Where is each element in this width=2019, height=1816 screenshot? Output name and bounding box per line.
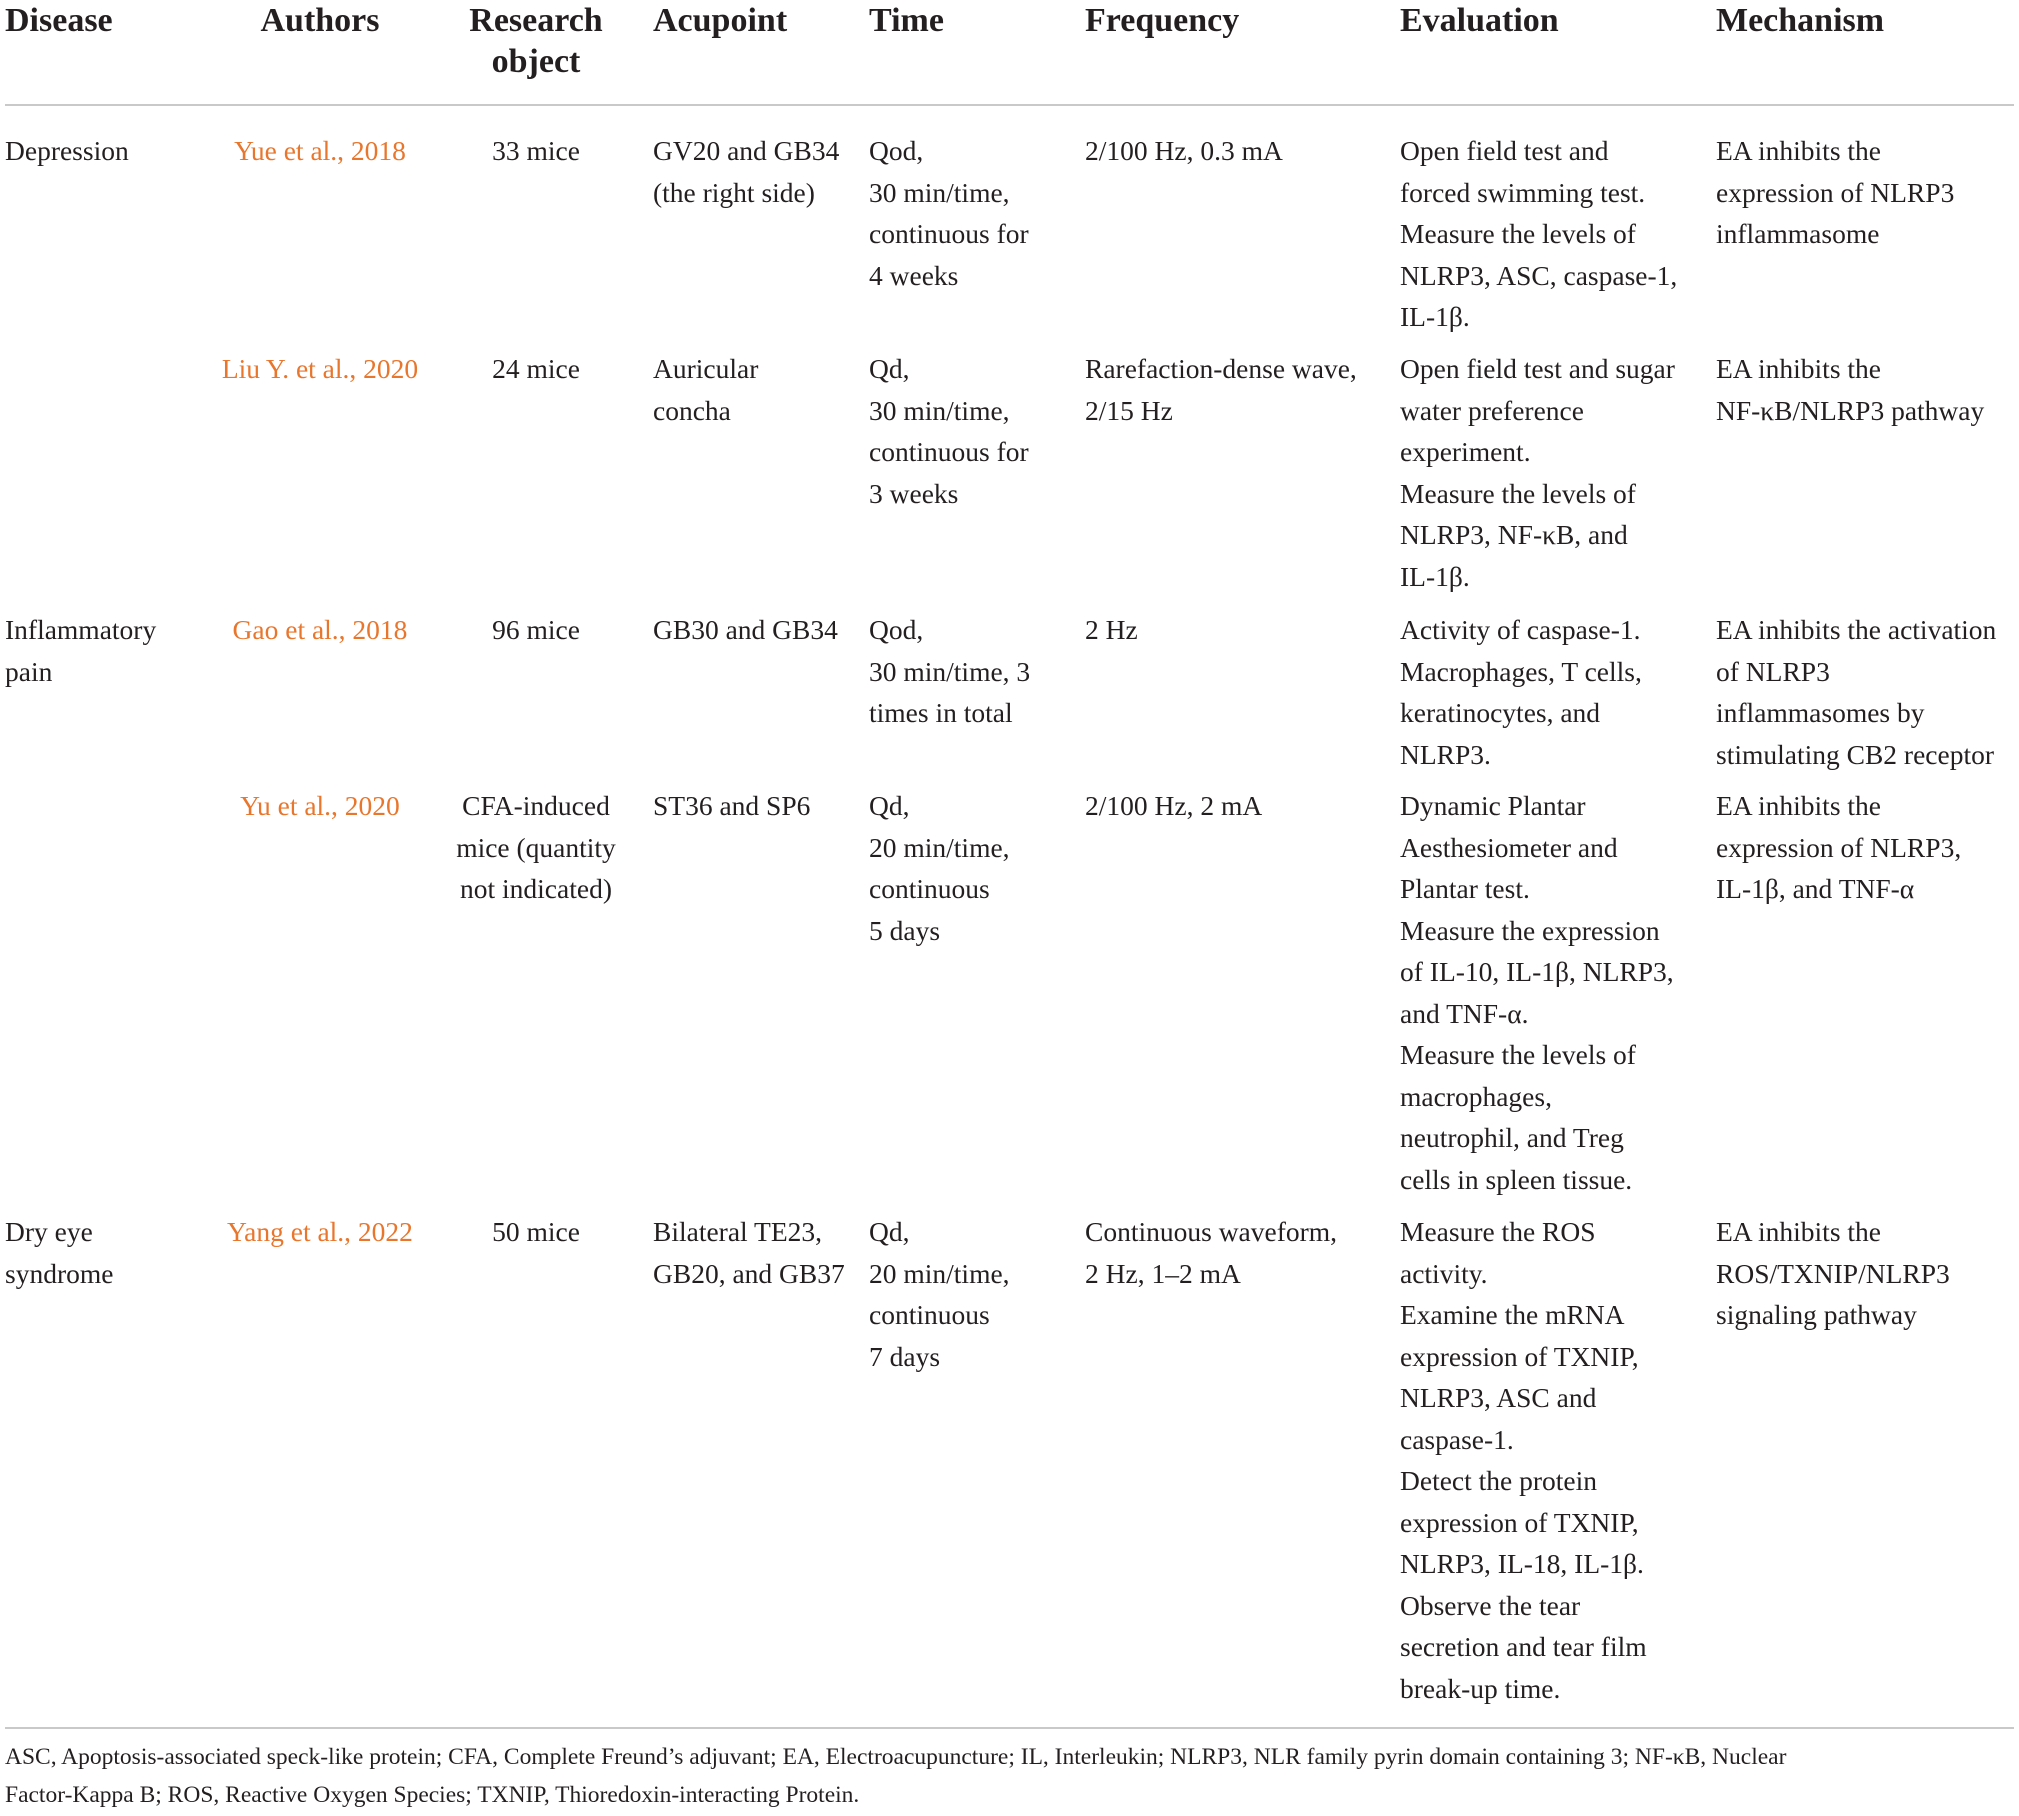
- footnote-line: Factor-Kappa B; ROS, Reactive Oxygen Species; TXNIP, Thioredoxin-interacting Protein.: [5, 1782, 860, 1808]
- mechanism-line: EA inhibits the: [1716, 135, 1881, 166]
- cell-mechanism: [1716, 348, 2016, 431]
- evaluation-line: experiment.: [1400, 436, 1531, 467]
- mechanism-line: expression of NLRP3: [1716, 176, 1955, 208]
- evaluation-line: Dynamic Plantar: [1400, 790, 1586, 821]
- mechanism-line: signaling pathway: [1716, 1299, 1917, 1330]
- evaluation-line: expression of TXNIP,: [1400, 1340, 1639, 1372]
- time-line: continuous: [869, 1299, 990, 1330]
- time-line: Qod,: [869, 135, 924, 166]
- cell-acupoint: [653, 1211, 863, 1294]
- author-citation-link[interactable]: Yue et al., 2018: [234, 135, 406, 166]
- cell-evaluation: [1400, 785, 1710, 1200]
- cell-time: [869, 1211, 1079, 1377]
- object-line: 33 mice: [492, 135, 580, 166]
- evaluation-line: Measure the ROS: [1400, 1216, 1596, 1247]
- acupoint-line: Auricular: [653, 353, 759, 384]
- cell-mechanism: [1716, 1211, 2016, 1336]
- cell-object: [430, 785, 642, 910]
- cell-evaluation: [1400, 1211, 1710, 1709]
- acupoint-line: concha: [653, 394, 731, 426]
- evaluation-line: Measure the levels of: [1400, 218, 1636, 249]
- cell-object: [430, 130, 642, 172]
- evaluation-line: Detect the protein: [1400, 1465, 1597, 1496]
- cell-evaluation: [1400, 609, 1710, 775]
- acupoint-line: GV20 and GB34: [653, 135, 840, 166]
- mechanism-line: EA inhibits the: [1716, 1216, 1881, 1247]
- time-line: times in total: [869, 697, 1013, 728]
- frequency-line: 2/100 Hz, 0.3 mA: [1085, 135, 1283, 166]
- object-line: mice (quantity: [456, 831, 616, 863]
- cell-authors: [205, 348, 435, 390]
- disease-line: Dry eye: [5, 1216, 93, 1247]
- cell-object: [430, 1211, 642, 1253]
- acupoint-line: (the right side): [653, 176, 815, 208]
- time-line: continuous: [869, 873, 990, 904]
- object-line: 24 mice: [492, 353, 580, 384]
- cell-evaluation: [1400, 348, 1710, 597]
- frequency-line: 2 Hz: [1085, 614, 1138, 645]
- cell-acupoint: [653, 130, 863, 213]
- time-line: continuous for: [869, 436, 1029, 467]
- cell-frequency: [1085, 609, 1395, 651]
- cell-acupoint: [653, 609, 863, 651]
- cell-acupoint: [653, 785, 863, 827]
- evaluation-line: Activity of caspase-1.: [1400, 614, 1641, 645]
- cell-time: [869, 348, 1079, 514]
- cell-disease: [5, 609, 205, 692]
- cell-mechanism: [1716, 785, 2016, 910]
- mechanism-line: stimulating CB2 receptor: [1716, 738, 1995, 770]
- cell-disease: [5, 130, 205, 172]
- evaluation-line: NLRP3, IL-18, IL-1β.: [1400, 1548, 1644, 1579]
- mechanism-line: inflammasome: [1716, 218, 1880, 249]
- object-line: 96 mice: [492, 614, 580, 645]
- evaluation-line: of IL-10, IL-1β, NLRP3,: [1400, 956, 1674, 987]
- evaluation-line: secretion and tear film: [1400, 1631, 1647, 1662]
- cell-mechanism: [1716, 130, 2016, 255]
- evaluation-line: Measure the expression: [1400, 914, 1660, 946]
- cell-time: [869, 130, 1079, 296]
- acupoint-line: Bilateral TE23,: [653, 1216, 823, 1247]
- cell-acupoint: [653, 348, 863, 431]
- evaluation-line: neutrophil, and Treg: [1400, 1122, 1624, 1153]
- header-mechanism: Mechanism: [1716, 2, 1885, 39]
- header-research-object: Research object: [469, 2, 603, 80]
- cell-disease: [5, 1211, 205, 1294]
- author-citation-link[interactable]: Gao et al., 2018: [232, 614, 408, 645]
- evaluation-line: cells in spleen tissue.: [1400, 1163, 1633, 1195]
- acupoint-line: GB30 and GB34: [653, 614, 838, 645]
- evaluation-line: NLRP3.: [1400, 738, 1491, 770]
- header-acupoint: Acupoint: [653, 2, 788, 39]
- footer-rule: [5, 1727, 2014, 1729]
- evaluation-line: Open field test and: [1400, 135, 1609, 166]
- cell-frequency: [1085, 785, 1395, 827]
- cell-object: [430, 609, 642, 651]
- disease-line: Inflammatory: [5, 614, 157, 645]
- object-line: 50 mice: [492, 1216, 580, 1247]
- evaluation-line: activity.: [1400, 1257, 1488, 1289]
- object-line: CFA-induced: [462, 790, 610, 821]
- time-line: 7 days: [869, 1340, 941, 1372]
- header-disease: Disease: [5, 2, 113, 39]
- cell-frequency: [1085, 1211, 1395, 1294]
- frequency-line: Continuous waveform,: [1085, 1216, 1338, 1247]
- cell-object: [430, 348, 642, 390]
- evaluation-line: Macrophages, T cells,: [1400, 655, 1642, 687]
- acupoint-line: GB20, and GB37: [653, 1257, 845, 1289]
- cell-frequency: [1085, 130, 1395, 172]
- evaluation-line: Observe the tear: [1400, 1589, 1581, 1621]
- time-line: 30 min/time,: [869, 394, 1010, 426]
- mechanism-line: IL-1β, and TNF-α: [1716, 873, 1915, 904]
- time-line: Qd,: [869, 790, 910, 821]
- evaluation-line: forced swimming test.: [1400, 176, 1646, 208]
- footnote-line: ASC, Apoptosis-associated speck-like protein; CFA, Complete Freund’s adjuvant; EA, Electroacupuncture; IL, Interleukin; NLRP3, NLR family pyrin domain containing 3; NF-κB, Nuclear: [5, 1744, 1787, 1770]
- cell-mechanism: [1716, 609, 2016, 775]
- frequency-line: Rarefaction-dense wave,: [1085, 353, 1357, 384]
- header-time: Time: [869, 2, 944, 39]
- mechanism-line: of NLRP3: [1716, 655, 1830, 687]
- disease-line: Depression: [5, 135, 129, 166]
- evaluation-line: Examine the mRNA: [1400, 1299, 1625, 1330]
- mechanism-line: EA inhibits the: [1716, 790, 1881, 821]
- time-line: Qd,: [869, 1216, 910, 1247]
- time-line: 3 weeks: [869, 477, 959, 509]
- evaluation-line: Plantar test.: [1400, 873, 1530, 904]
- frequency-line: 2/15 Hz: [1085, 394, 1173, 426]
- disease-line: syndrome: [5, 1257, 114, 1289]
- author-citation-link[interactable]: Yu et al., 2020: [240, 790, 400, 821]
- mechanism-line: inflammasomes by: [1716, 697, 1925, 728]
- evaluation-line: NLRP3, ASC and: [1400, 1382, 1597, 1413]
- header-rule: [5, 104, 2014, 106]
- cell-frequency: [1085, 348, 1395, 431]
- evaluation-line: keratinocytes, and: [1400, 697, 1601, 728]
- evaluation-line: NLRP3, ASC, caspase-1,: [1400, 259, 1678, 291]
- time-line: Qd,: [869, 353, 910, 384]
- time-line: 30 min/time, 3: [869, 655, 1031, 687]
- cell-authors: [205, 609, 435, 651]
- mechanism-line: ROS/TXNIP/NLRP3: [1716, 1257, 1950, 1289]
- time-line: 20 min/time,: [869, 831, 1010, 863]
- evaluation-line: break-up time.: [1400, 1672, 1561, 1704]
- evaluation-line: macrophages,: [1400, 1080, 1552, 1112]
- cell-authors: [205, 785, 435, 827]
- author-citation-link[interactable]: Liu Y. et al., 2020: [221, 353, 419, 384]
- header-evaluation: Evaluation: [1400, 2, 1559, 39]
- evaluation-line: Open field test and sugar: [1400, 353, 1675, 384]
- time-line: 4 weeks: [869, 259, 959, 291]
- header-frequency: Frequency: [1085, 2, 1240, 39]
- mechanism-line: NF-κB/NLRP3 pathway: [1716, 394, 1985, 426]
- evaluation-line: IL-1β.: [1400, 301, 1470, 332]
- time-line: 30 min/time,: [869, 176, 1010, 208]
- cell-authors: [205, 130, 435, 172]
- evaluation-line: Measure the levels of: [1400, 1039, 1636, 1070]
- evaluation-line: water preference: [1400, 394, 1584, 426]
- evaluation-line: Aesthesiometer and: [1400, 831, 1618, 863]
- evaluation-line: IL-1β.: [1400, 560, 1470, 592]
- time-line: Qod,: [869, 614, 924, 645]
- frequency-line: 2 Hz, 1–2 mA: [1085, 1257, 1241, 1289]
- time-line: continuous for: [869, 218, 1029, 249]
- evaluation-line: NLRP3, NF-κB, and: [1400, 519, 1628, 550]
- footnote: [5, 1738, 1786, 1814]
- evaluation-line: Measure the levels of: [1400, 477, 1636, 509]
- cell-authors: [205, 1211, 435, 1253]
- acupoint-line: ST36 and SP6: [653, 790, 811, 821]
- mechanism-line: EA inhibits the: [1716, 353, 1881, 384]
- cell-evaluation: [1400, 130, 1710, 338]
- object-line: not indicated): [460, 873, 612, 904]
- frequency-line: 2/100 Hz, 2 mA: [1085, 790, 1263, 821]
- author-citation-link[interactable]: Yang et al., 2022: [227, 1216, 413, 1247]
- evaluation-line: caspase-1.: [1400, 1423, 1514, 1455]
- cell-time: [869, 609, 1079, 734]
- mechanism-line: EA inhibits the activation: [1716, 614, 1997, 645]
- mechanism-line: expression of NLRP3,: [1716, 831, 1962, 863]
- evaluation-line: expression of TXNIP,: [1400, 1506, 1639, 1538]
- time-line: 20 min/time,: [869, 1257, 1010, 1289]
- evaluation-line: and TNF-α.: [1400, 997, 1529, 1029]
- cell-time: [869, 785, 1079, 951]
- disease-line: pain: [5, 655, 53, 687]
- time-line: 5 days: [869, 914, 941, 946]
- header-authors: Authors: [260, 2, 380, 39]
